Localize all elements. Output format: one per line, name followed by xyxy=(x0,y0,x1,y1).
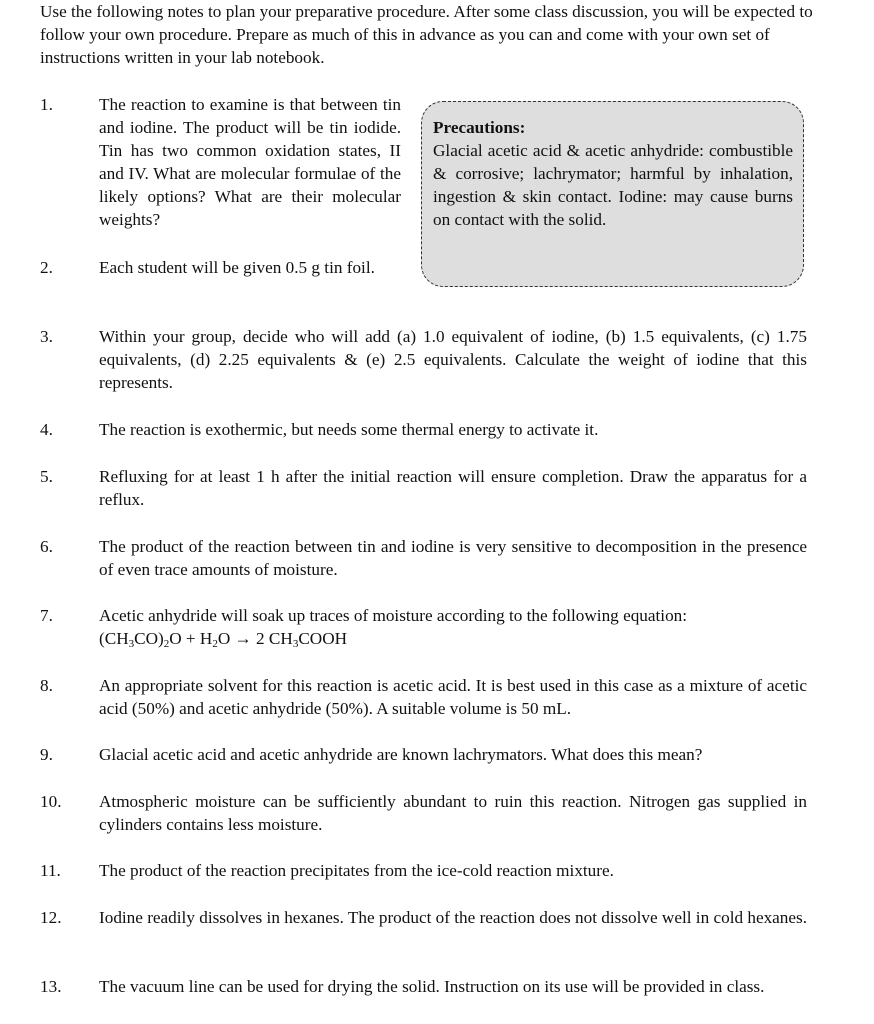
item-number: 11. xyxy=(40,861,61,880)
item-number: 5. xyxy=(40,467,53,486)
precautions-title: Precautions: xyxy=(433,118,526,137)
precautions-text: Glacial acetic acid & acetic anhydride: combustible & corrosive; lachrymator; harmful by inhalation, ingestion & skin contact. Iodine: may cause burns on contact with the solid. xyxy=(433,141,793,229)
item-number: 9. xyxy=(40,745,53,764)
item-text: The vacuum line can be used for drying the solid. Instruction on its use will be provided in class. xyxy=(99,977,765,996)
item-number: 4. xyxy=(40,420,53,439)
item-number: 1. xyxy=(40,95,53,114)
item-number: 3. xyxy=(40,327,53,346)
item-text: The product of the reaction between tin and iodine is very sensitive to decomposition in the presence of even trace amounts of moisture. xyxy=(99,537,807,579)
chemical-equation: $(CH_3CO)_2O + H_2O \to 2$ $CH_3COOH$ xyxy=(99,629,348,650)
item-text: Refluxing for at least 1 h after the initial reaction will ensure completion. Draw the apparatus for a reflux. xyxy=(99,467,807,509)
item-text: Each student will be given 0.5 g tin foil. xyxy=(99,258,375,277)
item-number: 8. xyxy=(40,676,53,695)
item-text: The reaction is exothermic, but needs some thermal energy to activate it. xyxy=(99,420,599,439)
precautions-box xyxy=(421,101,804,287)
item-number: 6. xyxy=(40,537,53,556)
item-text: Atmospheric moisture can be sufficiently abundant to ruin this reaction. Nitrogen gas supplied in cylinders contains less moisture. xyxy=(99,792,807,834)
item-text: The product of the reaction precipitates from the ice-cold reaction mixture. xyxy=(99,861,614,880)
item-number: 13. xyxy=(40,977,62,996)
item-text: Within your group, decide who will add (a) 1.0 equivalent of iodine, (b) 1.5 equivalents, (c) 1.75 equivalents, (d) 2.25 equivalents & (e) 2.5 equivalents. Calculate the weight of iodine that this represents. xyxy=(99,327,807,392)
item-number: 10. xyxy=(40,792,62,811)
item-text: The reaction to examine is that between tin and iodine. The product will be tin iodide. Tin has two common oxidation states, II and IV. What are molecular formulae of the likely options? What are their molecular weights? xyxy=(99,95,401,229)
item-text: Glacial acetic acid and acetic anhydride are known lachrymators. What does this mean? xyxy=(99,745,703,764)
item-number: 2. xyxy=(40,258,53,277)
item-text: An appropriate solvent for this reaction is acetic acid. It is best used in this case as a mixture of acetic acid (50%) and acetic anhydride (50%). A suitable volume is 50 mL. xyxy=(99,676,807,718)
item-text: Iodine readily dissolves in hexanes. The product of the reaction does not dissolve well in cold hexanes. xyxy=(99,908,808,927)
item-number: 7. xyxy=(40,606,53,625)
item-text: Acetic anhydride will soak up traces of moisture according to the following equation: xyxy=(99,606,688,625)
intro-paragraph: Use the following notes to plan your preparative procedure. After some class discussion, you will be expected to follow your own procedure. Prepare as much of this in advance as you can and come with your own set of instructions written in your lab notebook. xyxy=(40,2,813,67)
item-number: 12. xyxy=(40,908,62,927)
